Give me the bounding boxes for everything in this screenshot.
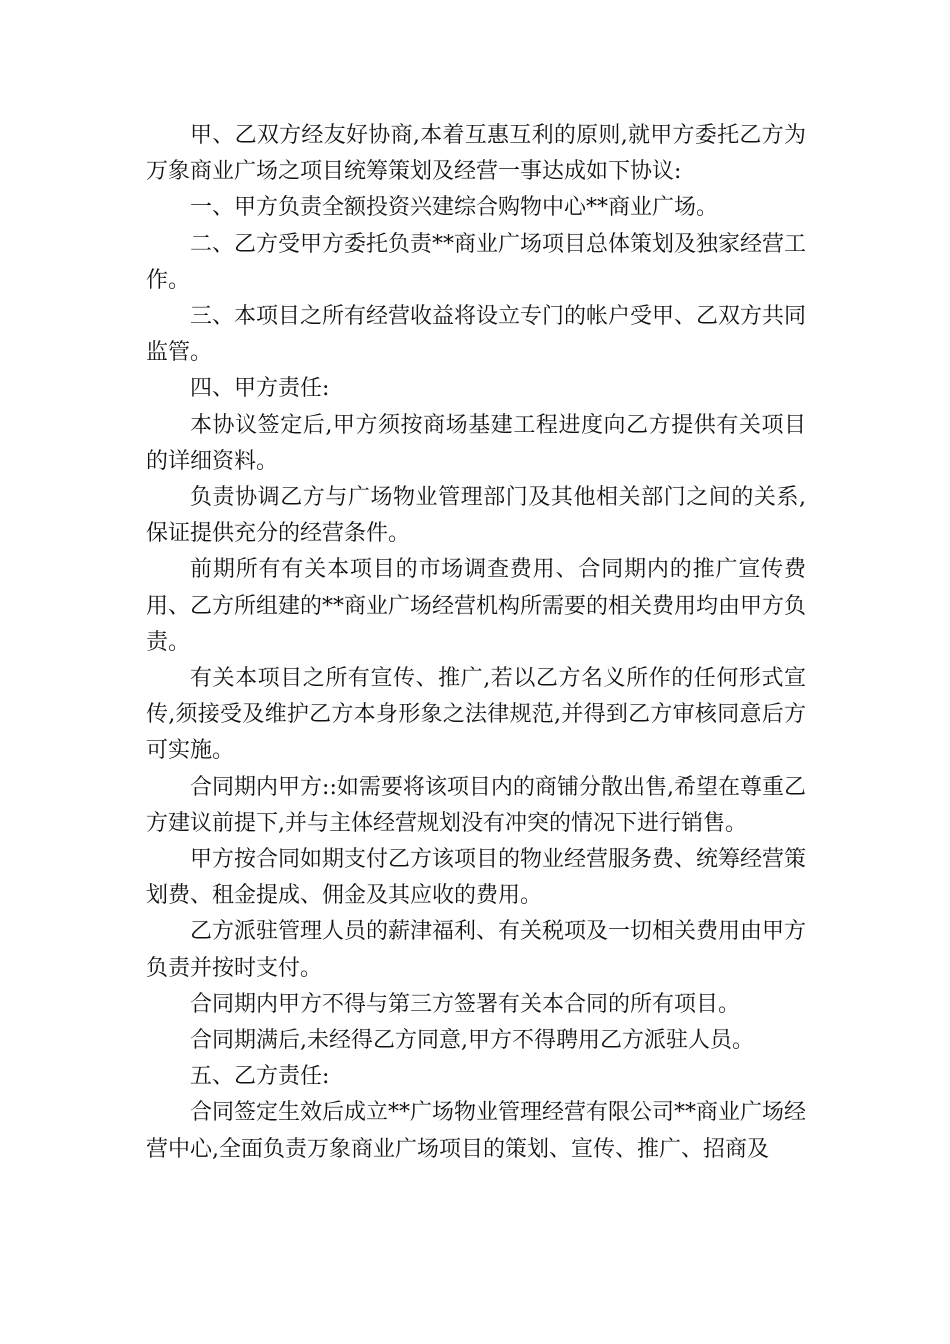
document-page: [146, 118, 806, 1168]
paragraph-party-a-8: 合同期内甲方不得与第三方签署有关本合同的所有项目。: [190, 991, 741, 1017]
paragraph-party-b-1: 合同签定生效后成立**广场物业管理经营有限公司**商业广场经营中心,全面负责万象商业广场项目的策划、宣传、推广、招商及: [146, 1100, 807, 1162]
section-heading-party-a: 四、甲方责任:: [190, 376, 330, 402]
paragraph-party-a-5: 合同期内甲方::如需要将该项目内的商铺分散出售,希望在尊重乙方建议前提下,并与主体经营规划没有冲突的情况下进行销售。: [146, 774, 806, 836]
paragraph-clause-1: 一、甲方负责全额投资兴建综合购物中心**商业广场。: [190, 195, 719, 221]
paragraph-party-a-6: 甲方按合同如期支付乙方该项目的物业经营服务费、统筹经营策划费、租金提成、佣金及其应收的费用。: [146, 847, 807, 909]
paragraph-party-a-9: 合同期满后,未经得乙方同意,甲方不得聘用乙方派驻人员。: [190, 1028, 754, 1054]
paragraph-party-a-7: 乙方派驻管理人员的薪津福利、有关税项及一切相关费用由甲方负责并按时支付。: [146, 919, 807, 981]
section-heading-party-b: 五、乙方责任:: [190, 1064, 330, 1090]
paragraph-clause-2: 二、乙方受甲方委托负责**商业广场项目总体策划及独家经营工作。: [146, 231, 807, 293]
paragraph-party-a-4: 有关本项目之所有宣传、推广,若以乙方名义所作的任何形式宣传,须接受及维护乙方本身形象之法律规范,并得到乙方审核同意后方可实施。: [146, 666, 806, 764]
paragraph-preamble: 甲、乙双方经友好协商,本着互惠互利的原则,就甲方委托乙方为万象商业广场之项目统筹策划及经营一事达成如下协议:: [146, 123, 806, 185]
paragraph-party-a-2: 负责协调乙方与广场物业管理部门及其他相关部门之间的关系,保证提供充分的经营条件。: [146, 485, 806, 547]
paragraph-clause-3: 三、本项目之所有经营收益将设立专门的帐户受甲、乙双方共同监管。: [146, 304, 807, 366]
paragraph-party-a-1: 本协议签定后,甲方须按商场基建工程进度向乙方提供有关项目的详细资料。: [146, 412, 806, 474]
paragraph-party-a-3: 前期所有有关本项目的市场调查费用、合同期内的推广宣传费用、乙方所组建的**商业广场经营机构所需要的相关费用均由甲方负责。: [146, 557, 807, 655]
